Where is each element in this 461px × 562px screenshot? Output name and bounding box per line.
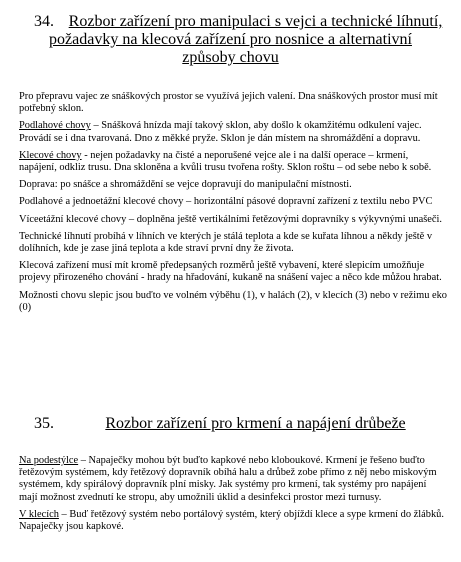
section-34-body	[19, 91, 447, 319]
paragraph: Možnosti chovu slepic jsou buďto ve volném výběhu (1), v halách (2), v klecích (3) nebo v režimu eko (0)	[19, 289, 448, 313]
paragraph: Klecová zařízení musí mít kromě předepsaných rozměrů ještě vybavení, které slepicím umožňuje projevy přirozeného chování - hrady na hřadování, kukaně na snášení vajec a něco kde můžou hrabat.	[19, 260, 442, 284]
section-34-title-line1: Rozbor zařízení pro manipulaci s vejci a technické líhnutí,	[68, 13, 443, 30]
section-35-heading	[0, 415, 461, 433]
paragraph: Na podestýlce – Napaječky mohou být buďto kapkové nebo kloboukové. Krmení je řešeno buďto řetězovým systémem, kdy řetězový dopravník obíhá halu a drůbež zobe přímo z něj nebo miskovým systémem, kdy spirálový dopravník plní misky. Jak systémy pro krmení, tak systémy pro napájení mají možnost zvednutí ke stropu, aby umožnili úklid a desinfekci prostor mezi turnusy.	[19, 455, 437, 503]
section-34-number: 34.	[34, 13, 54, 30]
section-34-title-line2: požadavky na klecová zařízení pro nosnice a alternativní	[49, 31, 412, 48]
section-34-title-line3: způsoby chovu	[182, 49, 279, 66]
paragraph: V klecích – Buď řetězový systém nebo portálový systém, který objíždí klece a sype krmení do žlábků. Napaječky jsou kapkové.	[19, 508, 444, 533]
paragraph: Podlahové a jednoetážní klecové chovy – horizontální pásové dopravní zařízení z textilu nebo PVC	[19, 196, 433, 208]
paragraph: Podlahové chovy – Snášková hnízda mají takový sklon, aby došlo k okamžitému odkulení vajec. Provádí se i dna tvarovaná. Dno z měkké pryže. Sklon je dán místem na shromáždění a dopravu.	[19, 120, 422, 144]
paragraph-lead: Podlahové chovy	[19, 120, 91, 132]
section-35-number: 35.	[34, 415, 54, 432]
paragraph-lead: V klecích	[19, 508, 59, 520]
paragraph: Doprava: po snášce a shromáždění se vejce dopravují do manipulační místnosti.	[19, 179, 352, 191]
paragraph: Technické líhnutí probíhá v líhních ve kterých je stálá teplota a kde se kuřata líhnou a někdy ještě v dolíhních, kde je zase jiná teplota a kde straví první dny že života.	[19, 230, 433, 255]
paragraph-lead: Na podestýlce	[19, 455, 79, 466]
paragraph: Pro přepravu vajec ze snáškových prostor se využívá jejich valení. Dna snáškových prostor musí mít potřebný sklon.	[19, 91, 438, 115]
section-35-body	[19, 455, 447, 538]
section-35-title: Rozbor zařízení pro krmení a napájení drůbeže	[105, 415, 406, 432]
paragraph: Víceetážní klecové chovy – doplněna ještě vertikálními řetězovými dopravníky s výkyvnými unašeči.	[19, 213, 443, 225]
paragraph: Klecové chovy - nejen požadavky na čisté a neporušené vejce ale i na další operace – krmení, napájení, odkliz trusu. Dna skloněna a kvůli trusu tvořena rošty. Sklon roštu – od sebe nebo k sobě.	[19, 149, 432, 174]
section-34-heading	[0, 13, 461, 67]
paragraph-lead: Klecové chovy	[19, 149, 82, 161]
